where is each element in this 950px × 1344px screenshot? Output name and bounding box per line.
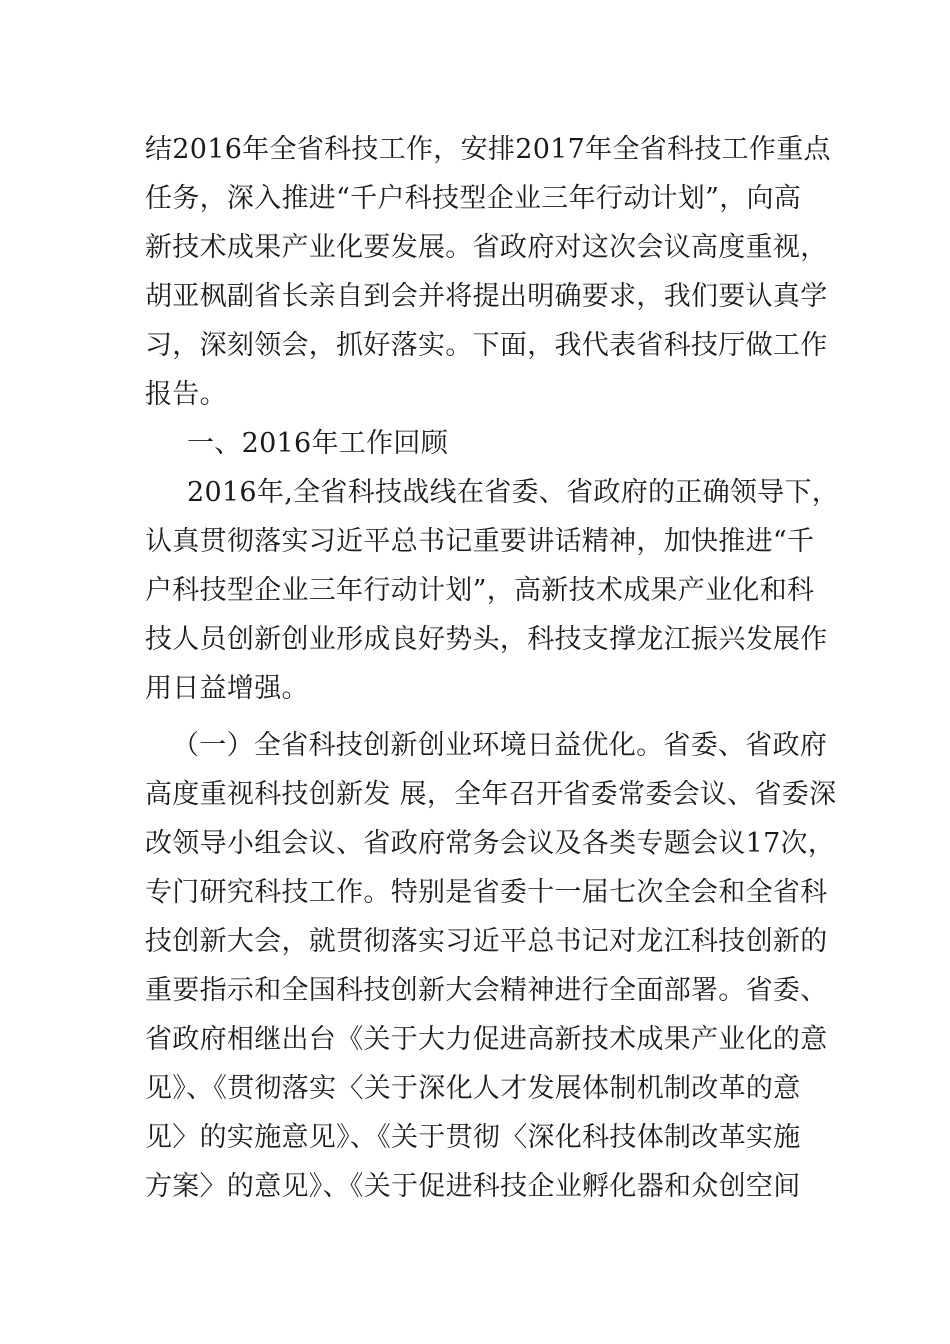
text-line: 技创新大会，就贯彻落实习近平总书记对龙江科技创新的: [145, 926, 828, 957]
text-line: 见》、《贯彻落实〈关于深化人才发展体制机制改革的意: [145, 1073, 801, 1104]
subsection-heading-line: （一）全省科技创新创业环境日益优化。省委、省政府: [172, 730, 828, 761]
text-line: 见〉的实施意见》、《关于贯彻〈深化科技体制改革实施: [145, 1122, 801, 1153]
text-line: 认真贯彻落实习近平总书记重要讲话精神，加快推进“千: [145, 526, 815, 557]
text-line: 任务，深入推进“千户科技型企业三年行动计划”，向高: [145, 183, 802, 214]
text-line: 胡亚枫副省长亲自到会并将提出明确要求，我们要认真学: [145, 281, 828, 312]
text-line: 户科技型企业三年行动计划”，高新技术成果产业化和科: [145, 575, 815, 606]
text-line: 专门研究科技工作。特别是省委十一届七次全会和全省科: [145, 877, 828, 908]
text-line: 技人员创新创业形成良好势头，科技支撑龙江振兴发展作: [145, 624, 828, 655]
text-line: 高度重视科技创新发 展，全年召开省委常委会议、省委深: [145, 779, 837, 810]
text-line: 用日益增强。: [145, 673, 309, 704]
text-line: 习，深刻领会，抓好落实。下面，我代表省科技厅做工作: [145, 330, 828, 361]
text-line: 省政府相继出台《关于大力促进高新技术成果产业化的意: [145, 1024, 828, 1055]
text-line: 2016年,全省科技战线在省委、省政府的正确领导下，: [187, 477, 840, 508]
text-line: 改领导小组会议、省政府常务会议及各类专题会议17次，: [145, 828, 836, 859]
text-line: 重要指示和全国科技创新大会精神进行全面部署。省委、: [145, 975, 828, 1006]
text-line: 新技术成果产业化要发展。省政府对这次会议高度重视，: [145, 232, 828, 263]
text-line: 报告。: [145, 379, 227, 410]
text-line: 方案〉的意见》、《关于促进科技企业孵化器和众创空间: [145, 1171, 801, 1202]
section-heading: 一、2016年工作回顾: [187, 428, 449, 459]
text-line: 结2016年全省科技工作，安排2017年全省科技工作重点: [145, 134, 831, 165]
